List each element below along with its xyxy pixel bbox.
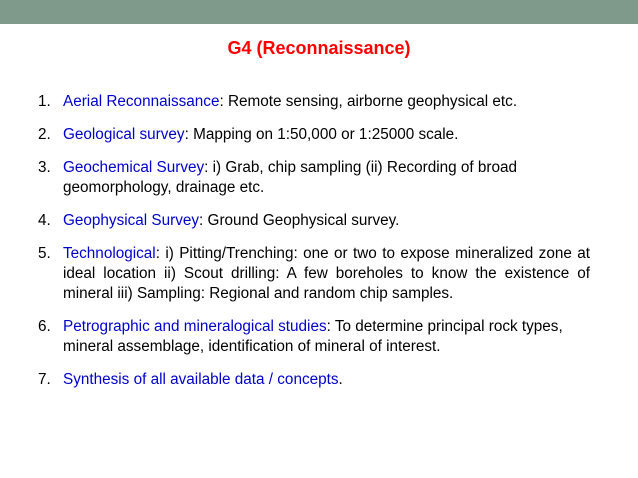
item-description: Mapping on 1:50,000 or 1:25000 scale. bbox=[188, 126, 459, 143]
item-term: Petrographic and mineralogical studies bbox=[63, 318, 327, 335]
item-term: Geological survey bbox=[63, 126, 185, 143]
item-number: 3. bbox=[38, 159, 51, 176]
item-separator: : bbox=[326, 318, 331, 335]
list-item bbox=[38, 92, 590, 112]
item-description: Remote sensing, airborne geophysical etc. bbox=[223, 93, 518, 110]
item-separator: . bbox=[338, 371, 343, 388]
item-term: Geophysical Survey bbox=[63, 212, 200, 229]
item-separator: : bbox=[199, 212, 204, 229]
item-description: i) Grab, chip sampling (ii) Recording of broad geomorphology, drainage etc. bbox=[63, 159, 518, 196]
item-number: 6. bbox=[38, 318, 51, 335]
item-number: 4. bbox=[38, 212, 51, 229]
list-item bbox=[38, 370, 590, 390]
item-separator: : bbox=[184, 126, 189, 143]
list-item bbox=[38, 211, 590, 231]
reconnaissance-list bbox=[38, 92, 590, 403]
list-item bbox=[38, 125, 590, 145]
item-term: Geochemical Survey bbox=[63, 159, 205, 176]
item-number: 2. bbox=[38, 126, 51, 143]
list-item bbox=[38, 158, 590, 198]
top-bar bbox=[0, 0, 638, 24]
item-separator: : bbox=[155, 245, 160, 262]
item-separator: : bbox=[219, 93, 224, 110]
item-number: 1. bbox=[38, 93, 51, 110]
item-term: Technological bbox=[63, 245, 156, 262]
list-item bbox=[38, 244, 590, 304]
item-term: Synthesis of all available data / concepts bbox=[63, 371, 339, 388]
item-description: Ground Geophysical survey. bbox=[203, 212, 400, 229]
item-separator: : bbox=[204, 159, 209, 176]
item-description: i) Pitting/Trenching: one or two to expose mineralized zone at ideal location ii) Scout drilling: A few boreholes to know the existence of mineral iii) Sampling: Regional and random chip samples. bbox=[63, 245, 590, 302]
list-item bbox=[38, 317, 590, 357]
slide-title: G4 (Reconnaissance) bbox=[227, 38, 411, 58]
item-number: 5. bbox=[38, 245, 51, 262]
item-number: 7. bbox=[38, 371, 51, 388]
item-term: Aerial Reconnaissance bbox=[63, 93, 220, 110]
item-description: To determine principal rock types, mineral assemblage, identification of mineral of interest. bbox=[63, 318, 563, 355]
